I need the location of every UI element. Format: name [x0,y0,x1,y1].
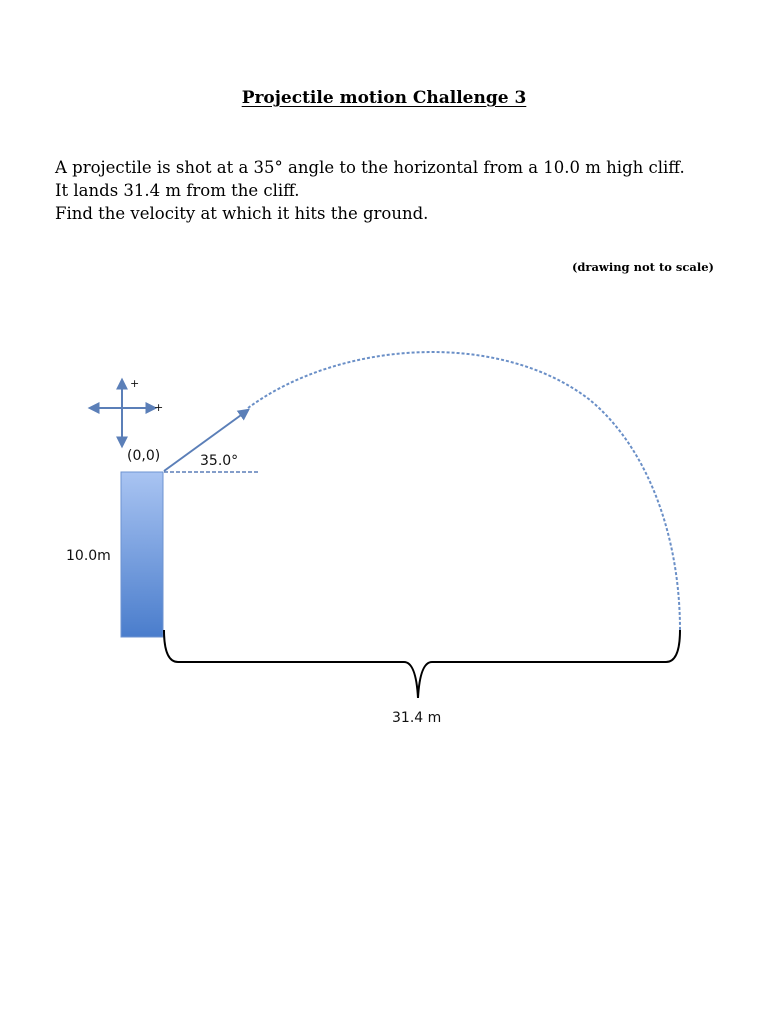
distance-bracket [164,630,680,698]
distance-label: 31.4 m [392,710,442,726]
positive-x-label: + [154,401,164,414]
cliff [121,472,163,637]
axes-indicator [90,377,163,446]
problem-line-2: It lands 31.4 m from the cliff. [55,181,300,200]
problem-line-3: Find the velocity at which it hits the ground. [55,204,429,223]
height-label: 10.0m [66,548,111,564]
angle-label: 35.0° [200,453,239,469]
positive-y-label: + [130,377,140,390]
scale-note: (drawing not to scale) [571,260,714,274]
origin-label: (0,0) [127,448,161,464]
trajectory-path [248,352,680,630]
page-title: Projectile motion Challenge 3 [241,88,527,108]
problem-line-1: A projectile is shot at a 35° angle to the horizontal from a 10.0 m high cliff. [55,158,685,177]
